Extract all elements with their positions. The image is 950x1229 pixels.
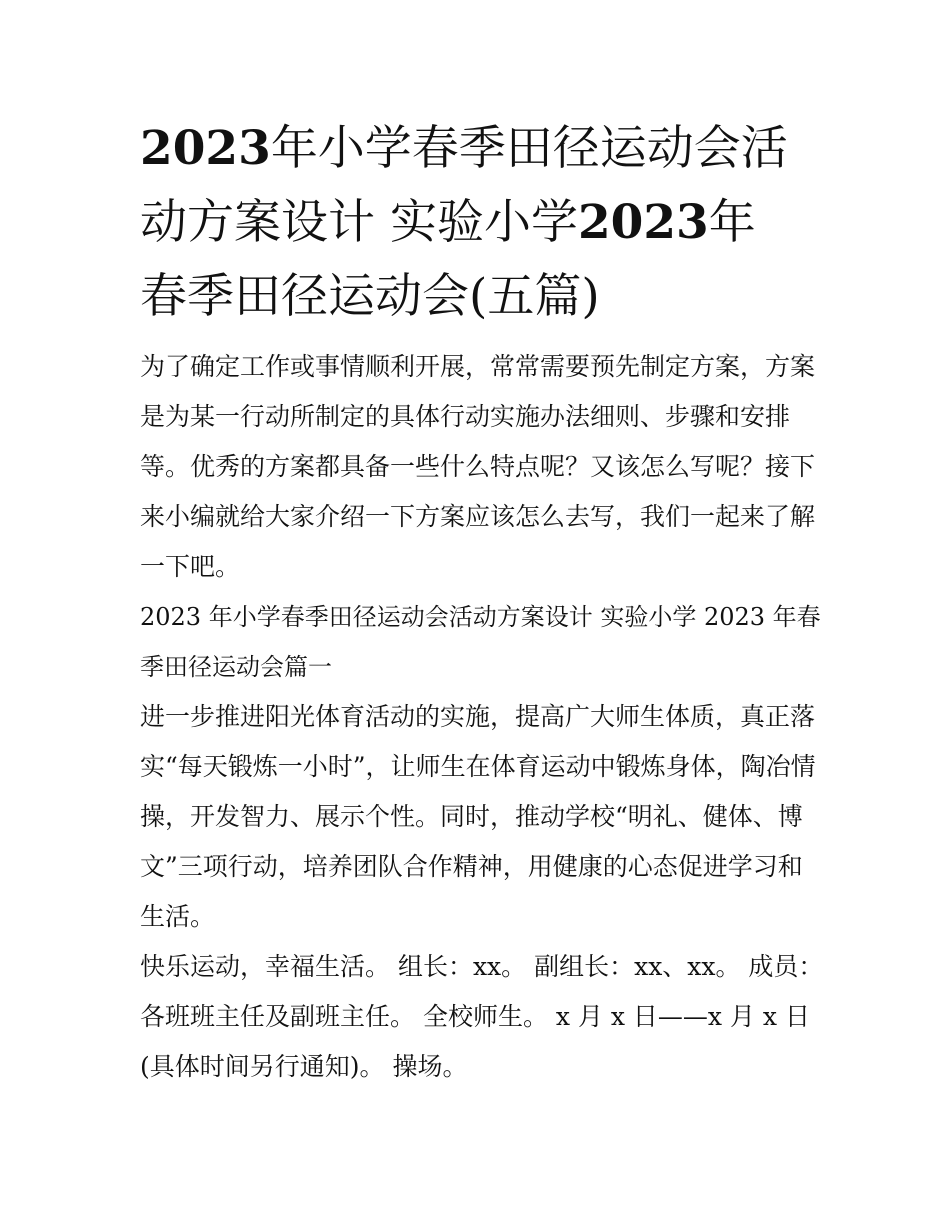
purpose-line: 实“每天锻炼一小时”，让师生在体育运动中锻炼身体，陶冶情 (140, 752, 816, 781)
purpose-paragraph (140, 692, 820, 942)
title-year-2: 2023 (577, 195, 709, 250)
document-body (140, 342, 824, 1092)
section-heading-line: 2023 年小学春季田径运动会活动方案设计 实验小学 2023 年春 (140, 603, 821, 631)
document-title (140, 112, 820, 334)
section-heading (140, 592, 820, 692)
title-line-2-pre: 动方案设计 实验小学 (140, 195, 578, 250)
intro-line: 一下吧。 (140, 552, 241, 581)
title-line-1 (140, 112, 820, 186)
title-line-3-text: 春季田径运动会(五篇) (140, 269, 600, 324)
details-paragraph (140, 942, 824, 1092)
title-line-2 (140, 186, 820, 260)
title-year: 2023 (140, 121, 271, 176)
title-line-3 (140, 260, 820, 334)
details-line: 各班班主任及副班主任。 全校师生。 x 月 x 日——x 月 x 日 (140, 1002, 810, 1031)
section-heading-line: 季田径运动会篇一 (140, 653, 332, 681)
intro-line: 等。优秀的方案都具备一些什么特点呢？又该怎么写呢？接下 (140, 452, 816, 481)
purpose-line: 生活。 (140, 902, 216, 931)
title-line-1-text: 年小学春季田径运动会活 (270, 121, 788, 176)
intro-line: 来小编就给大家介绍一下方案应该怎么去写，我们一起来了解 (140, 502, 816, 531)
details-line: 快乐运动，幸福生活。 组长：xx。 副组长：xx、xx。 成员： (140, 952, 824, 981)
document-page (140, 112, 824, 1092)
intro-line: 为了确定工作或事情顺利开展，常常需要预先制定方案，方案 (140, 352, 816, 381)
details-line: (具体时间另行通知)。 操场。 (140, 1052, 468, 1081)
intro-paragraph (140, 342, 820, 592)
purpose-line: 进一步推进阳光体育活动的实施，提高广大师生体质，真正落 (140, 702, 816, 731)
title-line-2-text: 年 (708, 195, 756, 250)
purpose-line: 文”三项行动，培养团队合作精神，用健康的心态促进学习和 (140, 852, 803, 881)
intro-line: 是为某一行动所制定的具体行动实施办法细则、步骤和安排 (140, 402, 791, 431)
purpose-line: 操，开发智力、展示个性。同时，推动学校“明礼、健体、博 (140, 802, 803, 831)
